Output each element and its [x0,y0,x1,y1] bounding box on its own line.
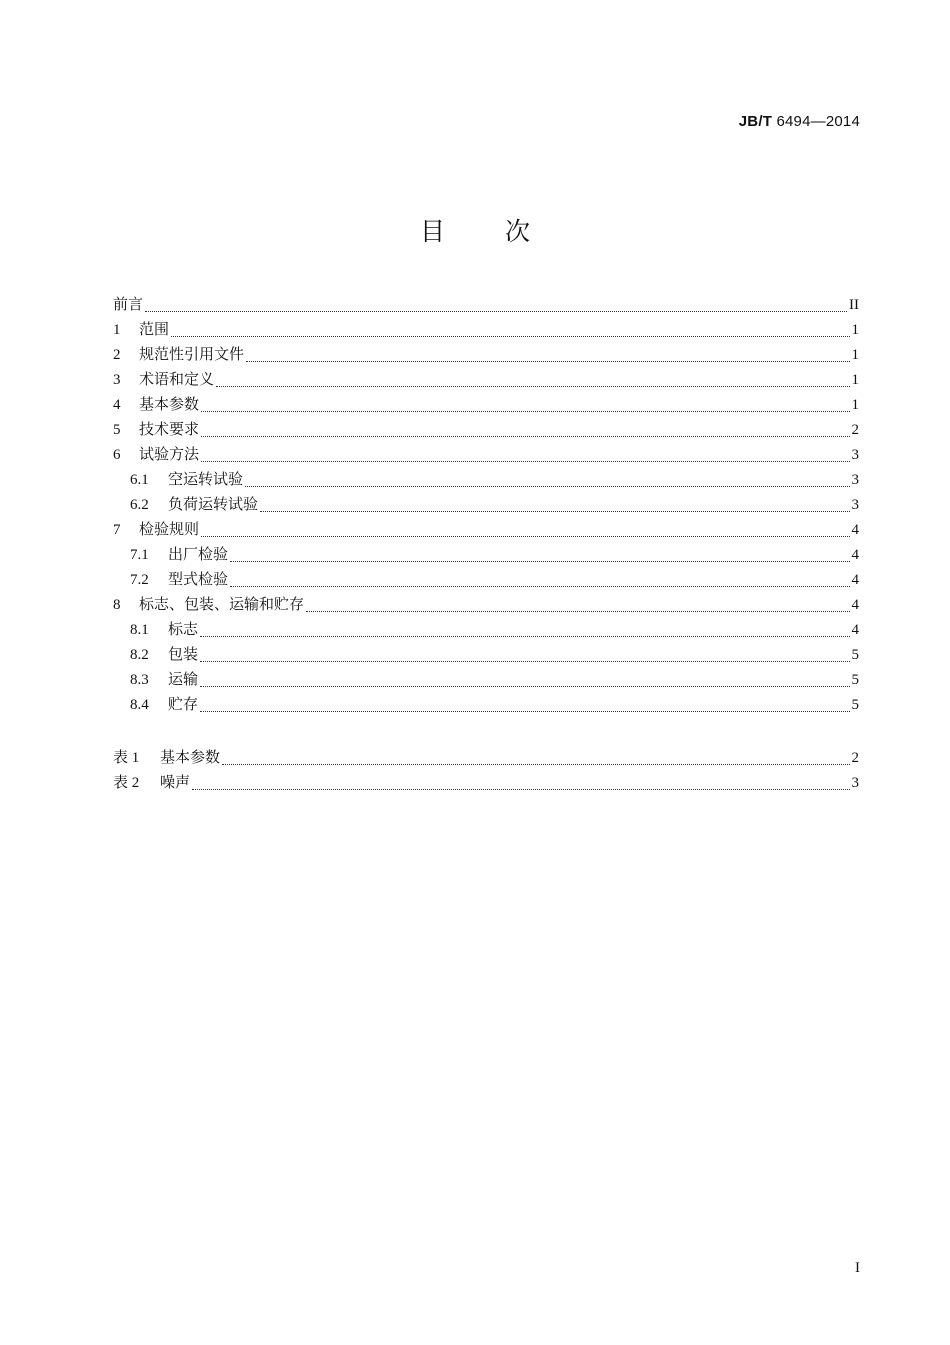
table-of-contents [113,292,859,795]
toc-entry-label: 范围 [139,320,170,338]
toc-entry-label: 检验规则 [139,520,200,538]
toc-leader-dots [230,585,849,587]
toc-entry-page: 5 [851,672,859,688]
toc-entry-label: 规范性引用文件 [139,345,245,363]
toc-table-label: 噪声 [160,773,191,791]
page-number: I [855,1260,860,1276]
toc-leader-dots [306,610,849,612]
standard-prefix: JB/T [738,113,773,130]
standard-number: 6494—2014 [776,113,860,130]
toc-entry-8-2[interactable] [113,642,859,667]
toc-entry-7-2[interactable] [113,567,859,592]
toc-entry-number: 6 [113,447,121,463]
toc-entry-number: 6.2 [130,497,149,513]
toc-entry-page: II [849,297,859,313]
toc-leader-dots [260,510,849,512]
toc-entry-page: 3 [851,447,859,463]
toc-entry-label: 术语和定义 [139,370,215,388]
toc-leader-dots [192,788,849,790]
toc-leader-dots [200,685,849,687]
toc-spacer [113,717,859,745]
toc-entry-page: 2 [851,422,859,438]
toc-entry-page: 1 [851,322,859,338]
toc-entry-number: 5 [113,422,121,438]
toc-entry-6-1[interactable] [113,467,859,492]
toc-leader-dots [245,485,849,487]
toc-entry-number: 8.2 [130,647,149,663]
toc-entry-label: 标志 [168,620,199,638]
toc-leader-dots [200,710,849,712]
toc-entry-page: 3 [851,472,859,488]
toc-entry-4[interactable] [113,392,859,417]
toc-entry-6-2[interactable] [113,492,859,517]
toc-entry-number: 8 [113,597,121,613]
toc-entry-1[interactable] [113,317,859,342]
toc-entry-label: 包装 [168,645,199,663]
toc-entry-label: 技术要求 [139,420,200,438]
toc-entry-page: 1 [851,397,859,413]
toc-entry-number: 8.4 [130,697,149,713]
toc-table-page: 3 [851,775,859,791]
toc-entry-label: 基本参数 [139,395,200,413]
toc-leader-dots [201,535,849,537]
toc-leader-dots [201,435,849,437]
standard-code [739,113,860,130]
toc-entry-8-4[interactable] [113,692,859,717]
toc-table-number: 表 1 [113,750,140,766]
toc-entry-6[interactable] [113,442,859,467]
page-title: 目次 [419,217,590,246]
toc-table-number: 表 2 [113,775,140,791]
toc-leader-dots [216,385,849,387]
toc-leader-dots [201,410,849,412]
toc-entry-8-3[interactable] [113,667,859,692]
toc-entry-number: 2 [113,347,121,363]
toc-entry-7[interactable] [113,517,859,542]
toc-leader-dots [201,460,849,462]
toc-entry-label: 负荷运转试验 [168,495,259,513]
toc-entry-page: 3 [851,497,859,513]
toc-entry-8-1[interactable] [113,617,859,642]
toc-entry-label: 标志、包装、运输和贮存 [139,595,305,613]
toc-entry-page: 5 [851,647,859,663]
toc-leader-dots [145,310,847,312]
toc-table-page: 2 [851,750,859,766]
toc-leader-dots [222,763,849,765]
toc-leader-dots [246,360,849,362]
toc-entry-label: 贮存 [168,695,199,713]
toc-entry-page: 1 [851,372,859,388]
toc-entry-number: 8.1 [130,622,149,638]
toc-entry-label: 出厂检验 [168,545,229,563]
toc-entry-8[interactable] [113,592,859,617]
toc-entry-label: 空运转试验 [168,470,244,488]
toc-leader-dots [200,660,849,662]
toc-entry-page: 4 [851,572,859,588]
toc-entry-7-1[interactable] [113,542,859,567]
toc-entry-number: 3 [113,372,121,388]
toc-entry-page: 4 [851,622,859,638]
toc-entry-label: 试验方法 [139,445,200,463]
toc-entry-number: 1 [113,322,121,338]
toc-entry-label: 前言 [113,295,144,313]
toc-table-1[interactable] [113,745,859,770]
toc-entry-page: 5 [851,697,859,713]
toc-entry-page: 1 [851,347,859,363]
toc-entry-label: 型式检验 [168,570,229,588]
toc-entry-5[interactable] [113,417,859,442]
toc-entry-number: 8.3 [130,672,149,688]
toc-entry-2[interactable] [113,342,859,367]
toc-entry-3[interactable] [113,367,859,392]
toc-entry-number: 6.1 [130,472,149,488]
toc-leader-dots [230,560,849,562]
toc-entry-foreword[interactable] [113,292,859,317]
toc-entry-number: 7.1 [130,547,149,563]
toc-table-label: 基本参数 [160,748,221,766]
toc-entry-number: 7.2 [130,572,149,588]
toc-entry-number: 7 [113,522,121,538]
toc-entry-page: 4 [851,522,859,538]
toc-entry-page: 4 [851,597,859,613]
toc-entry-label: 运输 [168,670,199,688]
toc-entry-page: 4 [851,547,859,563]
toc-table-2[interactable] [113,770,859,795]
toc-leader-dots [200,635,849,637]
toc-entry-number: 4 [113,397,121,413]
toc-leader-dots [171,335,849,337]
